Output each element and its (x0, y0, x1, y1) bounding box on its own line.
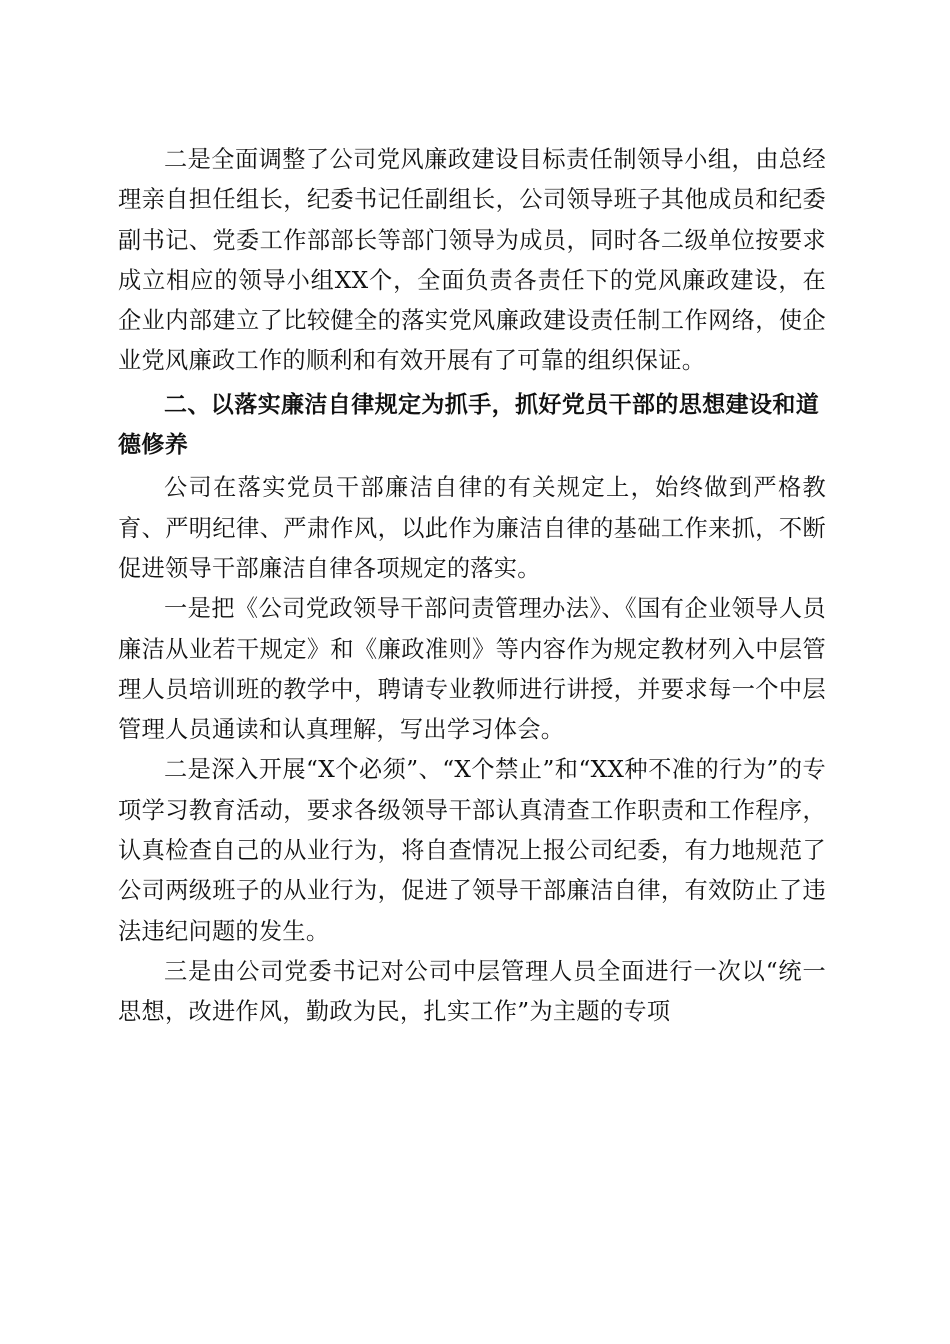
body-paragraph-education-campaign: 二是深入开展“X个必须”、“X个禁止”和“XX种不准的行为”的专项学习教育活动，要求各级领导干部认真清查工作职责和工作程序，认真检查自己的从业行为，将自查情况上报公司纪委，有力地规范了公司两级班子的从业行为，促进了领导干部廉洁自律，有效防止了违法违纪问题的发生。 (118, 756, 826, 945)
body-paragraph-self-discipline: 公司在落实党员干部廉洁自律的有关规定上，始终做到严格教育、严明纪律、严肃作风，以此作为廉洁自律的基础工作来抓，不断促进领导干部廉洁自律各项规定的落实。 (118, 474, 826, 582)
body-paragraph-leadership-group: 二是全面调整了公司党风廉政建设目标责任制领导小组，由总经理亲自担任组长，纪委书记任副组长，公司领导班子其他成员和纪委副书记、党委工作部部长等部门领导为成员，同时各二级单位按要求成立相应的领导小组XX个，全面负责各责任下的党风廉政建设，在企业内部建立了比较健全的落实党风廉政建设责任制工作网络，使企业党风廉政工作的顺利和有效开展有了可靠的组织保证。 (118, 146, 826, 375)
section-heading: 二、以落实廉洁自律规定为抓手，抓好党员干部的思想建设和道德修养 (118, 391, 820, 459)
body-paragraph-special-lecture: 三是由公司党委书记对公司中层管理人员全面进行一次以“统一思想，改进作风，勤政为民，扎实工作”为主题的专项 (118, 957, 826, 1026)
document-page (118, 140, 826, 1033)
body-paragraph-training: 一是把《公司党政领导干部问责管理办法》、《国有企业领导人员廉洁从业若干规定》和《廉政准则》等内容作为规定教材列入中层管理人员培训班的教学中，聘请专业教师进行讲授，并要求每一个中层管理人员通读和认真理解，写出学习体会。 (118, 595, 826, 744)
